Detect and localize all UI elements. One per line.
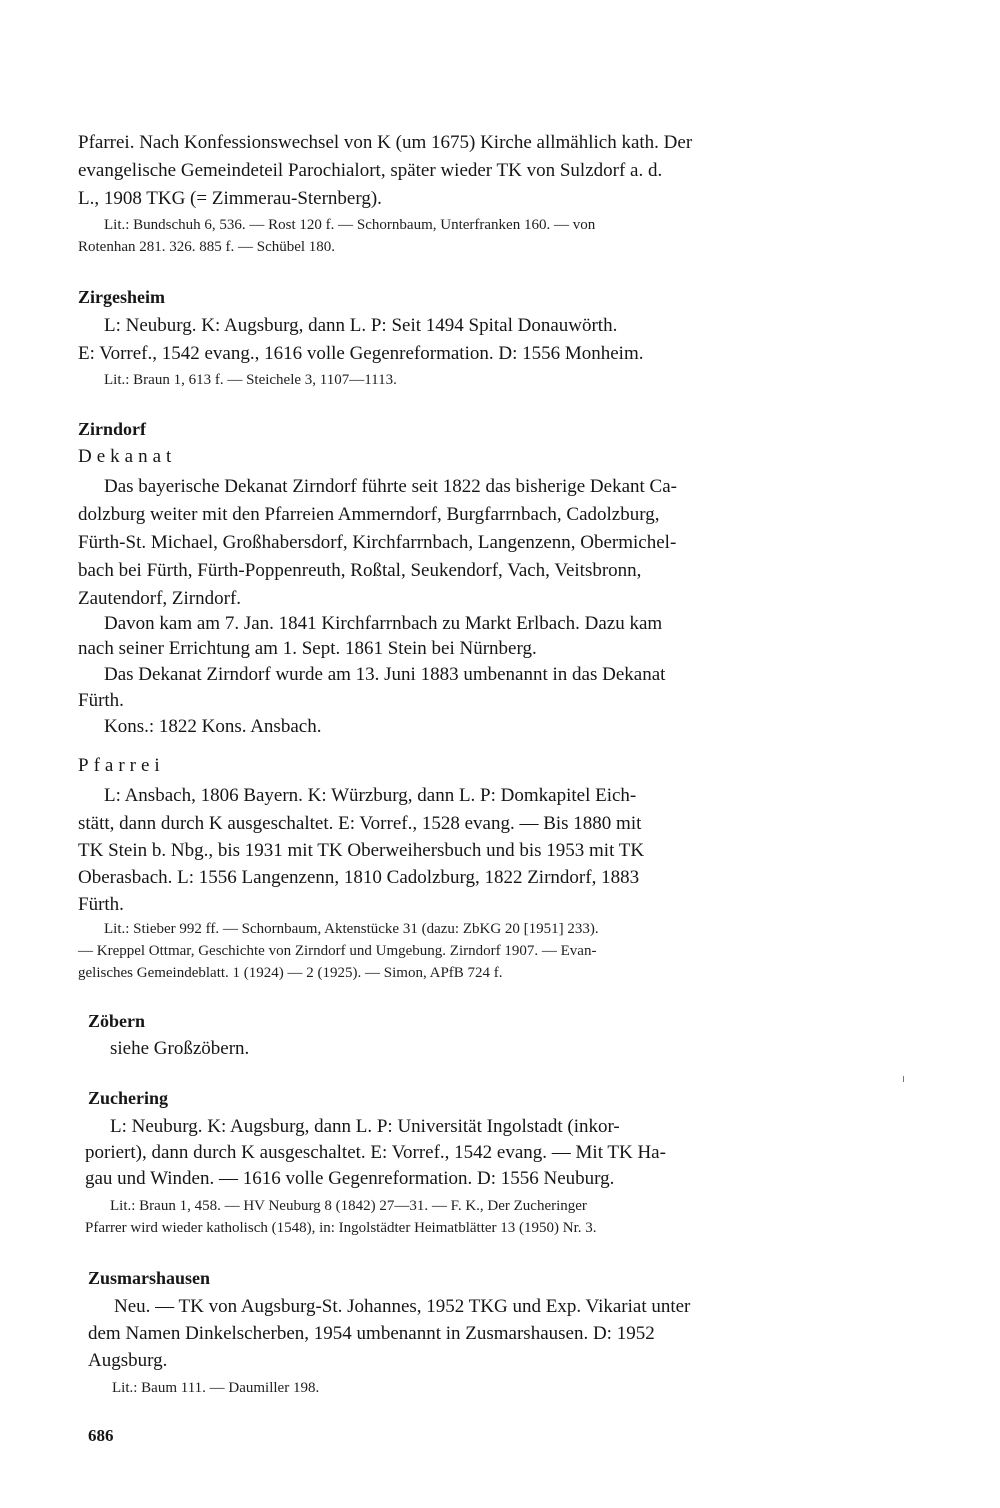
literature-line: Pfarrer wird wieder katholisch (1548), in: Ingolstädter Heimatblätter 13 (1950) Nr. 3. [85, 1220, 597, 1236]
body-line: Pfarrei. Nach Konfessionswechsel von K (um 1675) Kirche allmählich kath. Der [78, 132, 693, 153]
entry-heading-zirndorf: Zirndorf [78, 419, 147, 439]
literature-line: Rotenhan 281. 326. 885 f. — Schübel 180. [78, 239, 336, 255]
body-line: Augsburg. [88, 1350, 168, 1371]
body-line: TK Stein b. Nbg., bis 1931 mit TK Oberweihersbuch und bis 1953 mit TK [78, 840, 645, 861]
section-label-pfarrei: Pfarrei [78, 755, 165, 776]
body-line: poriert), dann durch K ausgeschaltet. E: Vorref., 1542 evang. — Mit TK Ha- [85, 1142, 666, 1163]
literature-line: gelisches Gemeindeblatt. 1 (1924) — 2 (1925). — Simon, APfB 724 f. [78, 965, 503, 981]
body-line: Fürth-St. Michael, Großhabersdorf, Kirchfarrnbach, Langenzenn, Obermichel- [78, 532, 677, 553]
body-line: dolzburg weiter mit den Pfarreien Ammerndorf, Burgfarrnbach, Cadolzburg, [78, 504, 660, 525]
body-line: Das Dekanat Zirndorf wurde am 13. Juni 1883 umbenannt in das Dekanat [104, 664, 666, 685]
body-line: evangelische Gemeindeteil Parochialort, später wieder TK von Sulzdorf a. d. [78, 160, 663, 181]
entry-heading-zuchering: Zuchering [88, 1088, 169, 1108]
body-line: gau und Winden. — 1616 volle Gegenreformation. D: 1556 Neuburg. [85, 1168, 615, 1189]
body-line: Zautendorf, Zirndorf. [78, 588, 242, 609]
body-line: L., 1908 TKG (= Zimmerau-Sternberg). [78, 188, 382, 209]
body-line: L: Ansbach, 1806 Bayern. K: Würzburg, dann L. P: Domkapitel Eich- [104, 785, 637, 806]
literature-line: Lit.: Stieber 992 ff. — Schornbaum, Aktenstücke 31 (dazu: ZbKG 20 [1951] 233). [104, 921, 599, 937]
literature-line: Lit.: Braun 1, 458. — HV Neuburg 8 (1842) 27—31. — F. K., Der Zucheringer [110, 1198, 587, 1214]
body-line: Fürth. [78, 894, 124, 915]
body-line: bach bei Fürth, Fürth-Poppenreuth, Roßtal, Seukendorf, Vach, Veitsbronn, [78, 560, 642, 581]
section-label-dekanat: Dekanat [78, 446, 177, 467]
body-line: Das bayerische Dekanat Zirndorf führte seit 1822 das bisherige Dekant Ca- [104, 476, 677, 497]
body-line: Kons.: 1822 Kons. Ansbach. [104, 716, 322, 737]
body-line: Oberasbach. L: 1556 Langenzenn, 1810 Cadolzburg, 1822 Zirndorf, 1883 [78, 867, 640, 888]
literature-line: Lit.: Bundschuh 6, 536. — Rost 120 f. — Schornbaum, Unterfranken 160. — von [104, 217, 596, 233]
page-number: 686 [88, 1426, 114, 1445]
literature-line: Lit.: Braun 1, 613 f. — Steichele 3, 1107—1113. [104, 372, 397, 388]
body-line: L: Neuburg. K: Augsburg, dann L. P: Seit 1494 Spital Donauwörth. [104, 315, 618, 336]
body-line: nach seiner Errichtung am 1. Sept. 1861 Stein bei Nürnberg. [78, 638, 537, 659]
entry-heading-zoebern: Zöbern [88, 1011, 146, 1031]
literature-line: — Kreppel Ottmar, Geschichte von Zirndorf und Umgebung. Zirndorf 1907. — Evan- [78, 943, 597, 959]
literature-line: Lit.: Baum 111. — Daumiller 198. [112, 1380, 320, 1396]
entry-heading-zirgesheim: Zirgesheim [78, 287, 165, 307]
body-line: Davon kam am 7. Jan. 1841 Kirchfarrnbach zu Markt Erlbach. Dazu kam [104, 613, 663, 634]
body-line: Neu. — TK von Augsburg-St. Johannes, 1952 TKG und Exp. Vikariat unter [114, 1296, 691, 1317]
body-line: E: Vorref., 1542 evang., 1616 volle Gegenreformation. D: 1556 Monheim. [78, 343, 644, 364]
body-line: dem Namen Dinkelscherben, 1954 umbenannt in Zusmarshausen. D: 1952 [88, 1323, 655, 1344]
entry-heading-zusmarshausen: Zusmarshausen [88, 1268, 211, 1288]
body-line: siehe Großzöbern. [110, 1038, 250, 1059]
body-line: L: Neuburg. K: Augsburg, dann L. P: Universität Ingolstadt (inkor- [110, 1116, 620, 1137]
body-line: Fürth. [78, 690, 124, 711]
scan-speck [903, 1076, 904, 1082]
body-line: stätt, dann durch K ausgeschaltet. E: Vorref., 1528 evang. — Bis 1880 mit [78, 813, 642, 834]
